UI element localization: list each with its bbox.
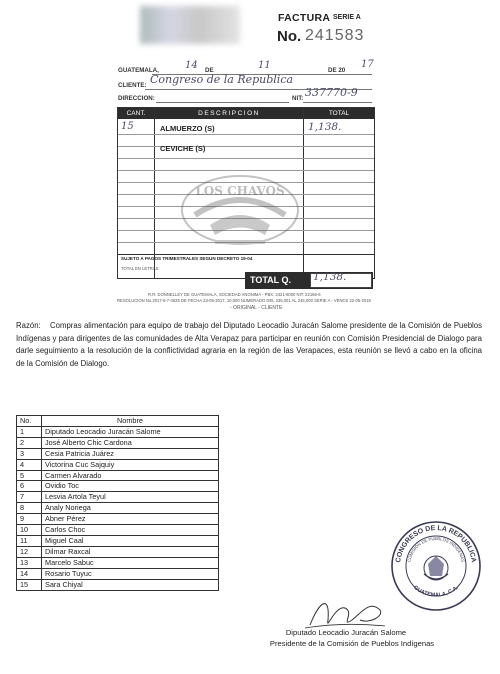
row-no: 3 <box>17 448 42 459</box>
row-no: 1 <box>17 426 42 437</box>
los-chavos-watermark <box>175 165 305 255</box>
row-no: 15 <box>17 579 42 590</box>
date-de-1: DE <box>205 67 214 74</box>
header-descripcion: DESCRIPCION <box>155 108 303 119</box>
header-total: TOTAL <box>304 108 374 119</box>
row-nombre: Abner Pérez <box>42 514 219 525</box>
row-nombre: Analy Noriega <box>42 503 219 514</box>
razon-paragraph <box>16 320 482 370</box>
row-no: 9 <box>17 514 42 525</box>
invoice-serie: SERIE A <box>333 14 361 21</box>
row-no: 13 <box>17 557 42 568</box>
invoice-number: 241583 <box>305 27 365 44</box>
row-no: 6 <box>17 481 42 492</box>
row-nombre: Ovidio Toc <box>42 481 219 492</box>
stamp-inner-text: COMISION DE PUEBLOS INDIGENAS <box>406 535 466 563</box>
table-row <box>17 470 219 481</box>
item-2-desc: CEVICHE (S) <box>160 144 206 153</box>
nit-value: 337770-9 <box>305 86 358 99</box>
table-header-row <box>17 416 219 427</box>
table-row <box>17 568 219 579</box>
table-row <box>17 525 219 536</box>
row-no: 7 <box>17 492 42 503</box>
attendee-table <box>16 415 219 591</box>
svg-text:GUATEMALA, C.A. <box>412 585 460 599</box>
sujeto-text: SUJETO A PAGOS TRIMESTRALES SEGUN DECRETO 19-04 <box>121 256 253 261</box>
table-row <box>17 579 219 590</box>
fine-print-2: RESOLUCION No.2017-5-7-4625 DE FECHA 23-05-2017, 10,000 NUMERADO DEL 235,001 AL 245,000 SERIE A - VENCE 22-05-2018 <box>117 298 371 303</box>
header-nombre: Nombre <box>42 416 219 427</box>
row-nombre: Rosario Tuyuc <box>42 568 219 579</box>
row-nombre: Diputado Leocadio Juracán Salome <box>42 426 219 437</box>
guatemala-label: GUATEMALA, <box>118 67 159 74</box>
row-no: 8 <box>17 503 42 514</box>
table-row <box>17 448 219 459</box>
redacted-logo <box>140 6 240 44</box>
row-nombre: Lesvia Artola Teyul <box>42 492 219 503</box>
direccion-label: DIRECCION: <box>118 95 155 102</box>
razon-text: Compras alimentación para equipo de trabajo del Diputado Leocadio Juracán Salome presidente de la Comisión de Pueblos Indígenas y para dirigentes de las comunidades de Alta Verapaz para participar en reunión con Comisión Presidencial de Dialogo para darle seguimiento a la resolución de la conflictividad agraria en la región de las Verapaces, esta reunión se llevó a cabo en la oficina de la Comisión de Dialogo. <box>16 321 482 368</box>
header-no: No. <box>17 416 42 427</box>
table-row <box>17 514 219 525</box>
signer-title: Presidente de la Comisión de Pueblos Indígenas <box>269 639 435 648</box>
row-no: 12 <box>17 546 42 557</box>
total-label: TOTAL Q. <box>250 275 292 285</box>
invoice-no-label: No. <box>277 28 302 45</box>
table-row <box>17 426 219 437</box>
razon-label: Razón: <box>16 321 41 330</box>
header-cant: CANT. <box>118 108 154 119</box>
watermark-text: LOS CHAVOS <box>195 184 285 198</box>
nit-label: NIT: <box>292 95 304 102</box>
row-nombre: Dilmar Raxcal <box>42 546 219 557</box>
item-1-total: 1,138. <box>308 121 342 133</box>
stamp-outer-text: CONGRESO DE LA REPUBLICA <box>395 524 477 564</box>
table-row <box>17 459 219 470</box>
stamp-bottom-text: GUATEMALA, C.A. <box>412 584 460 599</box>
row-no: 4 <box>17 459 42 470</box>
item-1-desc: ALMUERZO (S) <box>160 124 215 133</box>
row-no: 11 <box>17 535 42 546</box>
row-no: 5 <box>17 470 42 481</box>
row-nombre: Victorina Cuc Sajquiy <box>42 459 219 470</box>
row-nombre: Cesia Patricia Juárez <box>42 448 219 459</box>
row-no: 10 <box>17 525 42 536</box>
row-nombre: Sara Chiyal <box>42 579 219 590</box>
cliente-value: Congreso de la Republica <box>150 73 294 86</box>
date-de-2: DE 20 <box>328 67 346 74</box>
signer-name: Diputado Leocadio Juracán Salome <box>285 628 407 637</box>
row-nombre: Carlos Choc <box>42 525 219 536</box>
coat-of-arms-icon <box>424 556 448 580</box>
nit-line <box>303 102 372 103</box>
row-nombre: Carmen Alvarado <box>42 470 219 481</box>
table-row <box>17 503 219 514</box>
table-row <box>17 535 219 546</box>
total-value: 1,138. <box>313 271 347 283</box>
direccion-line <box>156 102 289 103</box>
table-row <box>17 437 219 448</box>
row-nombre: José Alberto Chic Cardona <box>42 437 219 448</box>
row-no: 14 <box>17 568 42 579</box>
table-row <box>17 557 219 568</box>
congress-seal-stamp <box>388 518 484 614</box>
fine-print-1: R.R. DONNELLEY DE GUATEMALA, SOCIEDAD ANONIMA - PBX: 2421-8000 NIT: 22166-6 <box>148 292 321 297</box>
row-nombre: Miguel Caal <box>42 535 219 546</box>
table-row <box>17 492 219 503</box>
cliente-label: CLIENTE: <box>118 82 147 89</box>
invoice-title: FACTURA <box>278 12 331 24</box>
table-row <box>17 546 219 557</box>
table-row <box>17 481 219 492</box>
total-letras-label: TOTAL EN LETRAS: <box>121 266 160 271</box>
row-nombre: Marcelo Sabuc <box>42 557 219 568</box>
copy-label: - ORIGINAL - CLIENTE <box>230 305 283 311</box>
date-day: 14 <box>185 60 198 71</box>
date-year: 17 <box>361 59 374 70</box>
row-no: 2 <box>17 437 42 448</box>
item-1-cant: 15 <box>121 121 134 132</box>
date-month: 11 <box>258 60 271 71</box>
